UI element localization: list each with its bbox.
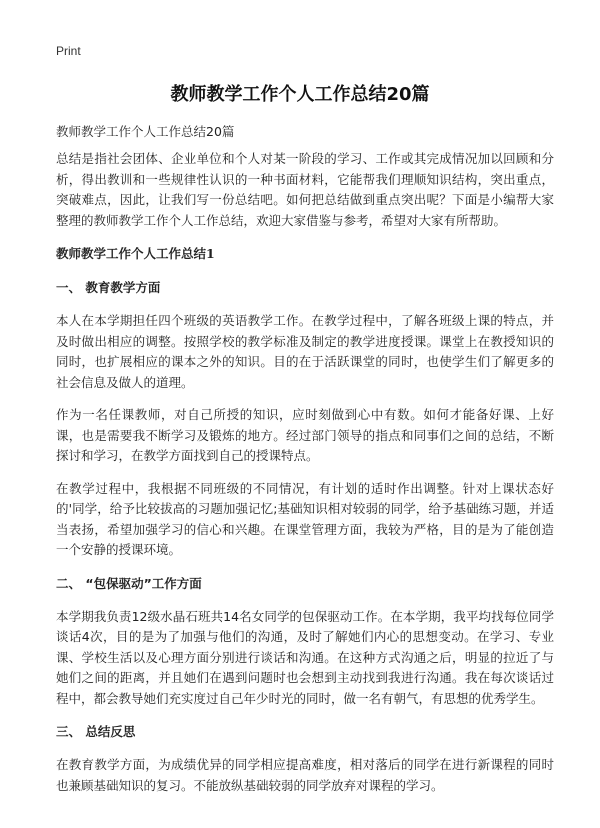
section-title: 教师教学工作个人工作总结1 bbox=[56, 246, 215, 261]
part1-paragraph: 在教学过程中，我根据不同班级的不同情况，有计划的适时作出调整。针对上课状态好的'同学，给予比较拔高的习题加强记忆;基础知识相对较弱的同学，给予基础练习题，并适当表扬，希望加强学习的信心和兴趣。在课堂管理方面，我较为严格，目的是为了能创造一个安静的授课环境。 bbox=[56, 480, 554, 557]
print-link[interactable]: Print bbox=[56, 44, 81, 58]
page-title: 教师教学工作个人工作总结20篇 bbox=[170, 84, 430, 105]
part1-paragraph: 作为一名任课教师，对自己所授的知识，应时刻做到心中有数。如何才能备好课、上好课，也是需要我不断学习及锻炼的地方。经过部门领导的指点和同事们之间的总结，不断探讨和学习，在教学方面找到自己的授课特点。 bbox=[56, 407, 554, 463]
intro-paragraph: 总结是指社会团体、企业单位和个人对某一阶段的学习、工作或其完成情况加以回顾和分析，得出教训和一些规律性认识的一种书面材料，它能帮我们理顺知识结构，突出重点，突破难点，因此，让我们写一份总结吧。如何把总结做到重点突出呢？下面是小编帮大家整理的教师教学工作个人工作总结，欢迎大家借鉴与参考，希望对大家有所帮助。 bbox=[56, 151, 554, 228]
part2-paragraph: 本学期我负责12级水晶石班共14名女同学的包保驱动工作。在本学期，我平均找每位同学谈话4次，目的是为了加强与他们的沟通，及时了解她们内心的思想变动。在学习、专业课、学校生活以及心理方面分别进行谈话和沟通。在这种方式沟通之后，明显的拉近了与她们之间的距离，并且她们在遇到问题时也会想到主动找到我进行沟通。我在每次谈话过程中，都会教导她们充实度过自己年少时光的同时，做一名有朝气，有思想的优秀学生。 bbox=[56, 608, 554, 706]
article-body bbox=[56, 121, 554, 808]
part1-heading: 一、 教育教学方面 bbox=[56, 280, 161, 295]
part2-heading: 二、 “包保驱动”工作方面 bbox=[56, 575, 202, 591]
part3-heading: 三、 总结反思 bbox=[56, 724, 136, 739]
part1-paragraph: 本人在本学期担任四个班级的英语教学工作。在教学过程中，了解各班级上课的特点，并及时做出相应的调整。按照学校的教学标准及制定的教学进度授课。课堂上在教授知识的同时，也扩展相应的课本之外的知识。目的在于活跃课堂的同时，也使学生们了解更多的社会信息及做人的道理。 bbox=[56, 313, 554, 390]
part3-paragraph: 在教育教学方面，为成绩优异的同学相应提高难度，相对落后的同学在进行新课程的同时也兼顾基础知识的复习。不能放纵基础较弱的同学放弃对课程的学习。 bbox=[56, 757, 554, 793]
article-subtitle: 教师教学工作个人工作总结20篇 bbox=[56, 124, 235, 139]
